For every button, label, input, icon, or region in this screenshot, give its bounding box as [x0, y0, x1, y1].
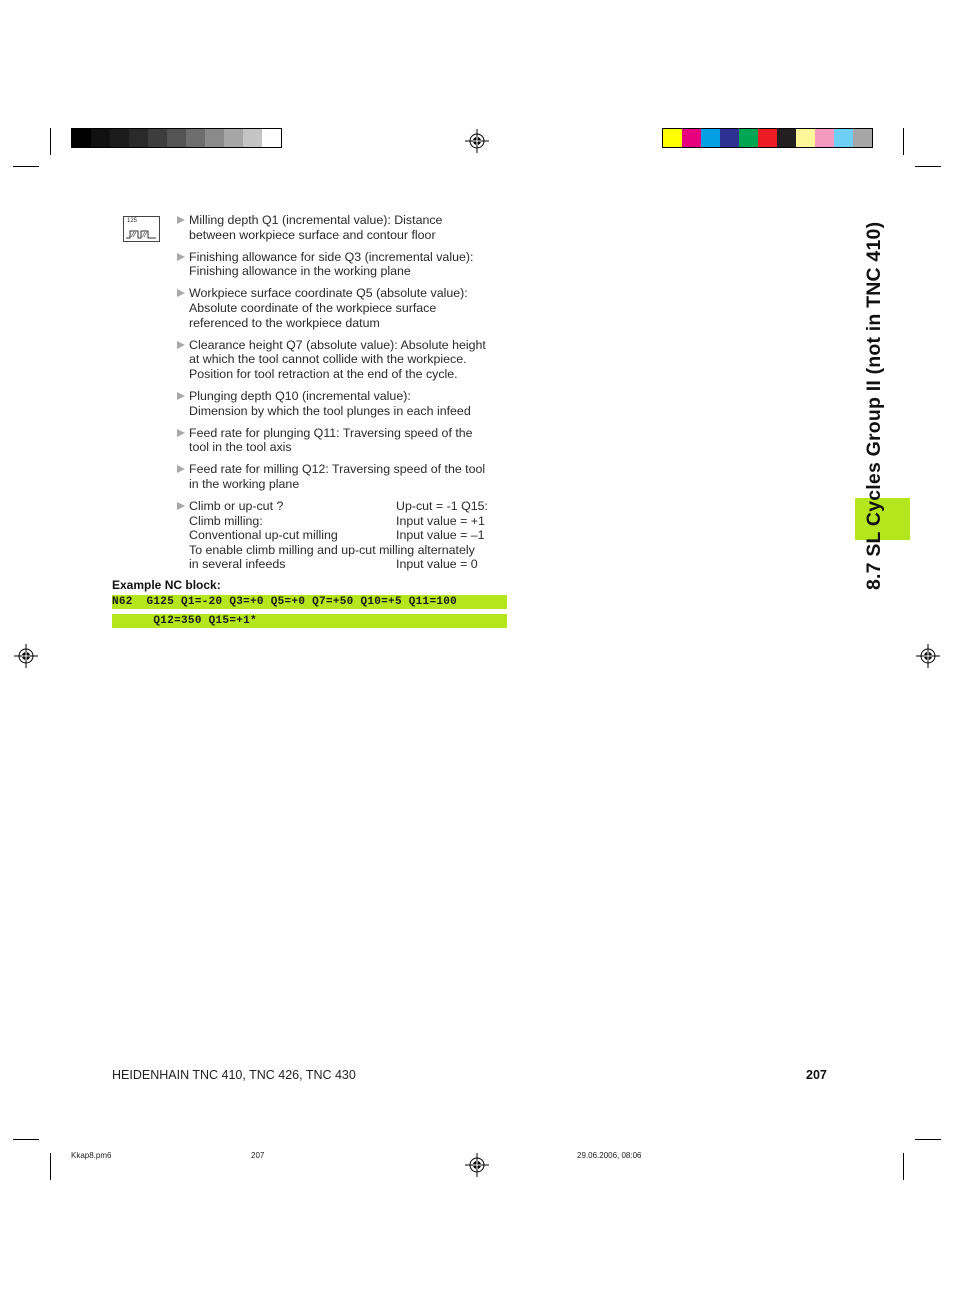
param-text-line: at which the tool cannot collide with the workpiece.: [189, 352, 467, 367]
param-item: [176, 426, 516, 455]
color-swatch: [720, 129, 739, 147]
param-text-line: Feed rate for milling Q12: Traversing speed of the tool: [189, 462, 486, 477]
climb-row-label: Conventional up-cut milling: [189, 528, 338, 543]
param-item: [176, 338, 516, 382]
bullet-triangle-icon: [177, 502, 185, 510]
param-text-line: Clearance height Q7 (absolute value): Absolute height: [189, 337, 486, 352]
gray-swatch: [262, 129, 281, 147]
param-text-line: Feed rate for plunging Q11: Traversing speed of the: [189, 425, 473, 440]
gray-swatch: [91, 129, 110, 147]
param-text-line: referenced to the workpiece datum: [189, 315, 380, 330]
climb-row-label: Climb milling:: [189, 513, 263, 528]
page-number: 207: [806, 1068, 827, 1082]
climb-row-value: Input value = –1: [396, 528, 485, 543]
registration-mark-icon: [465, 1153, 489, 1177]
bullet-triangle-icon: [177, 253, 185, 261]
color-calibration-bar: [662, 128, 873, 148]
cycle-icon-number: 125: [127, 218, 138, 224]
bullet-triangle-icon: [177, 216, 185, 224]
param-item-climb: [176, 499, 516, 572]
crop-mark: [13, 1139, 39, 1140]
climb-row-value: Input value = 0: [396, 557, 478, 572]
param-item: [176, 462, 516, 491]
climb-row-value: Up-cut = -1 Q15:: [396, 499, 488, 513]
param-text-line: between workpiece surface and contour floor: [189, 227, 436, 242]
gray-swatch: [167, 129, 186, 147]
color-swatch: [682, 129, 701, 147]
param-item: [176, 286, 516, 330]
param-text-line: Finishing allowance for side Q3 (incremental value):: [189, 249, 474, 264]
gray-swatch: [243, 129, 262, 147]
gray-swatch: [129, 129, 148, 147]
nc-code-line: N62 G125 Q1=-20 Q3=+0 Q5=+0 Q7=+50 Q10=+5 Q11=100: [112, 595, 507, 609]
bullet-triangle-icon: [177, 289, 185, 297]
cycle-125-icon: [123, 216, 160, 242]
gray-swatch: [186, 129, 205, 147]
color-swatch: [663, 129, 682, 147]
param-text-line: Workpiece surface coordinate Q5 (absolute value):: [189, 286, 468, 301]
climb-row: [189, 528, 516, 543]
color-swatch: [739, 129, 758, 147]
crop-mark: [915, 166, 941, 167]
slug-file: Kkap8.pm6: [71, 1151, 112, 1160]
param-item: [176, 250, 516, 279]
slug-datetime: 29.06.2006, 08:06: [577, 1151, 642, 1160]
color-swatch: [701, 129, 720, 147]
registration-mark-icon: [465, 129, 489, 153]
gray-swatch: [205, 129, 224, 147]
param-text-line: Plunging depth Q10 (incremental value):: [189, 388, 411, 403]
param-text-line: Absolute coordinate of the workpiece surface: [189, 300, 437, 315]
section-title: 8.7 SL Cycles Group II (not in TNC 410): [863, 221, 885, 590]
crop-mark: [13, 166, 39, 167]
climb-row: [189, 543, 516, 558]
parameter-list: [176, 213, 516, 579]
param-text-line: Finishing allowance in the working plane: [189, 264, 411, 279]
color-swatch: [777, 129, 796, 147]
climb-row: [189, 499, 516, 514]
gray-swatch: [224, 129, 243, 147]
color-swatch: [815, 129, 834, 147]
bullet-triangle-icon: [177, 341, 185, 349]
param-item: [176, 213, 516, 242]
gray-swatch: [72, 129, 91, 147]
example-heading: Example NC block:: [112, 578, 221, 592]
climb-row-label: in several infeeds: [189, 557, 286, 572]
param-text-line: Position for tool retraction at the end of the cycle.: [189, 366, 458, 381]
climb-row-label: Climb or up-cut ?: [189, 499, 284, 513]
climb-row-label: To enable climb milling and up-cut milling alternately: [189, 542, 475, 557]
grayscale-calibration-bar: [71, 128, 282, 148]
nc-code-line: Q12=350 Q15=+1*: [112, 614, 507, 628]
param-text-line: Milling depth Q1 (incremental value): Distance: [189, 213, 443, 227]
bullet-triangle-icon: [177, 429, 185, 437]
bullet-triangle-icon: [177, 392, 185, 400]
color-swatch: [796, 129, 815, 147]
param-text-line: tool in the tool axis: [189, 440, 292, 455]
bullet-triangle-icon: [177, 465, 185, 473]
contour-train-icon: [126, 227, 156, 239]
footer-product: HEIDENHAIN TNC 410, TNC 426, TNC 430: [112, 1068, 356, 1082]
climb-row-value: Input value = +1: [396, 513, 485, 528]
slug-page: 207: [251, 1151, 265, 1160]
color-swatch: [853, 129, 872, 147]
color-swatch: [834, 129, 853, 147]
param-text-line: in the working plane: [189, 476, 300, 491]
gray-swatch: [148, 129, 167, 147]
crop-mark: [903, 128, 904, 155]
crop-mark: [903, 1153, 904, 1180]
crop-mark: [915, 1139, 941, 1140]
climb-row: [189, 557, 516, 572]
gray-swatch: [110, 129, 129, 147]
param-item: [176, 389, 516, 418]
registration-mark-icon: [916, 644, 940, 668]
crop-mark: [50, 128, 51, 155]
registration-mark-icon: [14, 644, 38, 668]
crop-mark: [50, 1153, 51, 1180]
param-text-line: Dimension by which the tool plunges in each infeed: [189, 403, 471, 418]
climb-row: [189, 514, 516, 529]
color-swatch: [758, 129, 777, 147]
